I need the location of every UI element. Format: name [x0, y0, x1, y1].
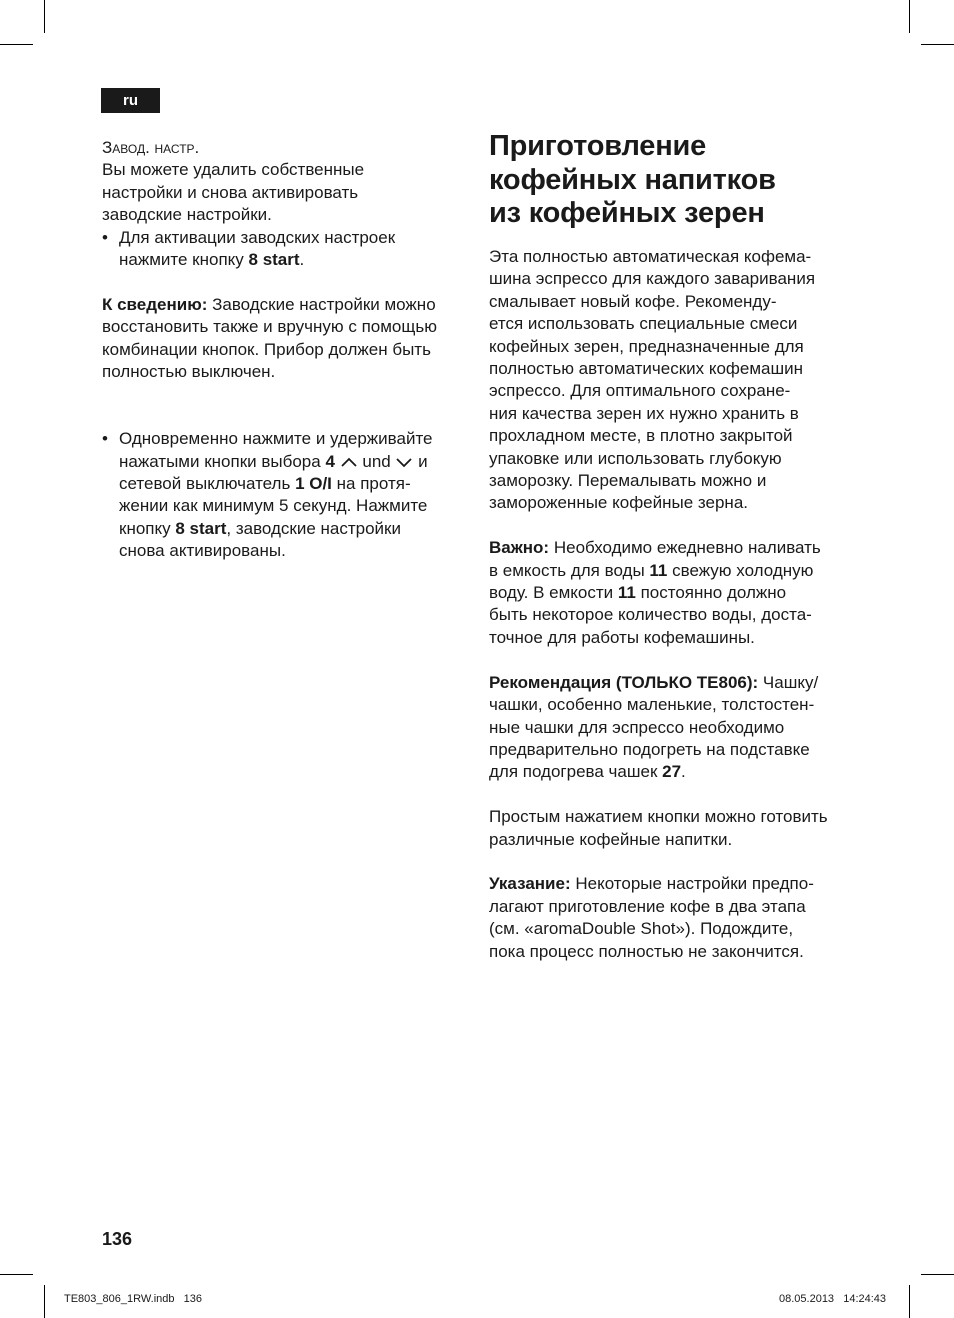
- recommendation-label: Рекомендация (ТОЛЬКО TE806):: [489, 672, 759, 692]
- hint-label: Указание:: [489, 874, 571, 894]
- page-number: 136: [102, 1229, 133, 1249]
- crop-mark: [909, 1285, 910, 1318]
- important-paragraph: Важно: Необходимо ежедневно наливать в емкость для воды 11 свежую холодную воду. В емкости 11 постоянно должно быть некоторое количество воды, доста- точное для работы кофемашины.: [489, 538, 821, 647]
- page-title: Приготовление кофейных напитков из кофейных зерен: [489, 130, 776, 229]
- crop-mark: [44, 0, 45, 33]
- bullet-icon: •: [102, 227, 108, 247]
- left-column: Завод. настр. Вы можете удалить собственные настройки и снова активировать заводские настройки. • Для активации заводских настроек нажмите кнопку 8 start. К сведению: Заводские настройки можно восстановить также и вручную с помощью комбинации кнопок. Прибор должен быть полностью выключен. • Одновременно нажмите и удерживайте нажатыми кнопки выбора 4 und и сетевой выключатель 1 O/I на протя- жении как минимум 5 секунд. Нажмите кнопку 8 start, заводские настройки снова активированы.: [102, 137, 467, 563]
- bullet-icon: •: [102, 429, 108, 449]
- crop-mark: [0, 44, 33, 45]
- intro-line: настройки и снова активировать: [102, 182, 359, 202]
- power-switch-reference: 1 O/I: [295, 474, 332, 494]
- crop-mark: [921, 44, 954, 45]
- note-paragraph: К сведению: Заводские настройки можно: [102, 294, 436, 314]
- simple-paragraph: Простым нажатием кнопки можно готовить различные кофейные напитки.: [489, 807, 828, 849]
- footer-date: 08.05.2013 14:24:43: [779, 1293, 887, 1305]
- list-item: • Одновременно нажмите и удерживайте нажатыми кнопки выбора 4 und и сетевой выключатель 1 O/I на протя- жении как минимум 5 секунд. Нажмите кнопку 8 start, заводские настройки снова активированы.: [102, 429, 433, 561]
- language-tag: ru: [101, 88, 160, 113]
- chevron-down-icon: [395, 456, 413, 468]
- important-label: Важно:: [489, 538, 550, 558]
- footer-file: TE803_806_1RW.indb 136: [64, 1293, 203, 1305]
- button-reference: 8 start: [248, 250, 300, 270]
- chevron-up-icon: [340, 456, 358, 468]
- right-column: [489, 246, 859, 963]
- recommendation-paragraph: Рекомендация (ТОЛЬКО TE806): Чашку/ чашки, особенно маленькие, толстостен- ные чашки для эспрессо необходимо предварительно подогреть на подставке для подогрева чашек 27.: [489, 672, 819, 782]
- intro-line: Вы можете удалить собственные: [102, 160, 365, 180]
- section-heading: Завод. настр.: [102, 138, 200, 157]
- hint-paragraph: Указание: Некоторые настройки предпо- лагают приготовление кофе в два этапа (см. «aromaDouble Shot»). Подождите, пока процесс полностью не закончится.: [489, 874, 814, 961]
- intro-paragraph: Эта полностью автоматическая кофема- шина эспрессо для каждого заваривания смалывает новый кофе. Рекоменду- ется использовать специальные смеси кофейных зерен, предназначенные для полностью автоматических кофемашин эспрессо. Для оптимального сохране- ния качества зерен их нужно хранить в прохладном месте, в плотно закрытой упаковке или использовать глубокую заморозку. Перемалывать можно и замороженные кофейные зерна.: [489, 247, 816, 513]
- list-item: • Для активации заводских настроек нажмите кнопку 8 start.: [102, 227, 396, 270]
- crop-mark: [909, 0, 910, 33]
- crop-mark: [44, 1285, 45, 1318]
- crop-mark: [921, 1274, 954, 1275]
- note-label: К сведению:: [102, 294, 208, 314]
- intro-line: заводские настройки.: [102, 205, 272, 225]
- crop-mark: [0, 1274, 33, 1275]
